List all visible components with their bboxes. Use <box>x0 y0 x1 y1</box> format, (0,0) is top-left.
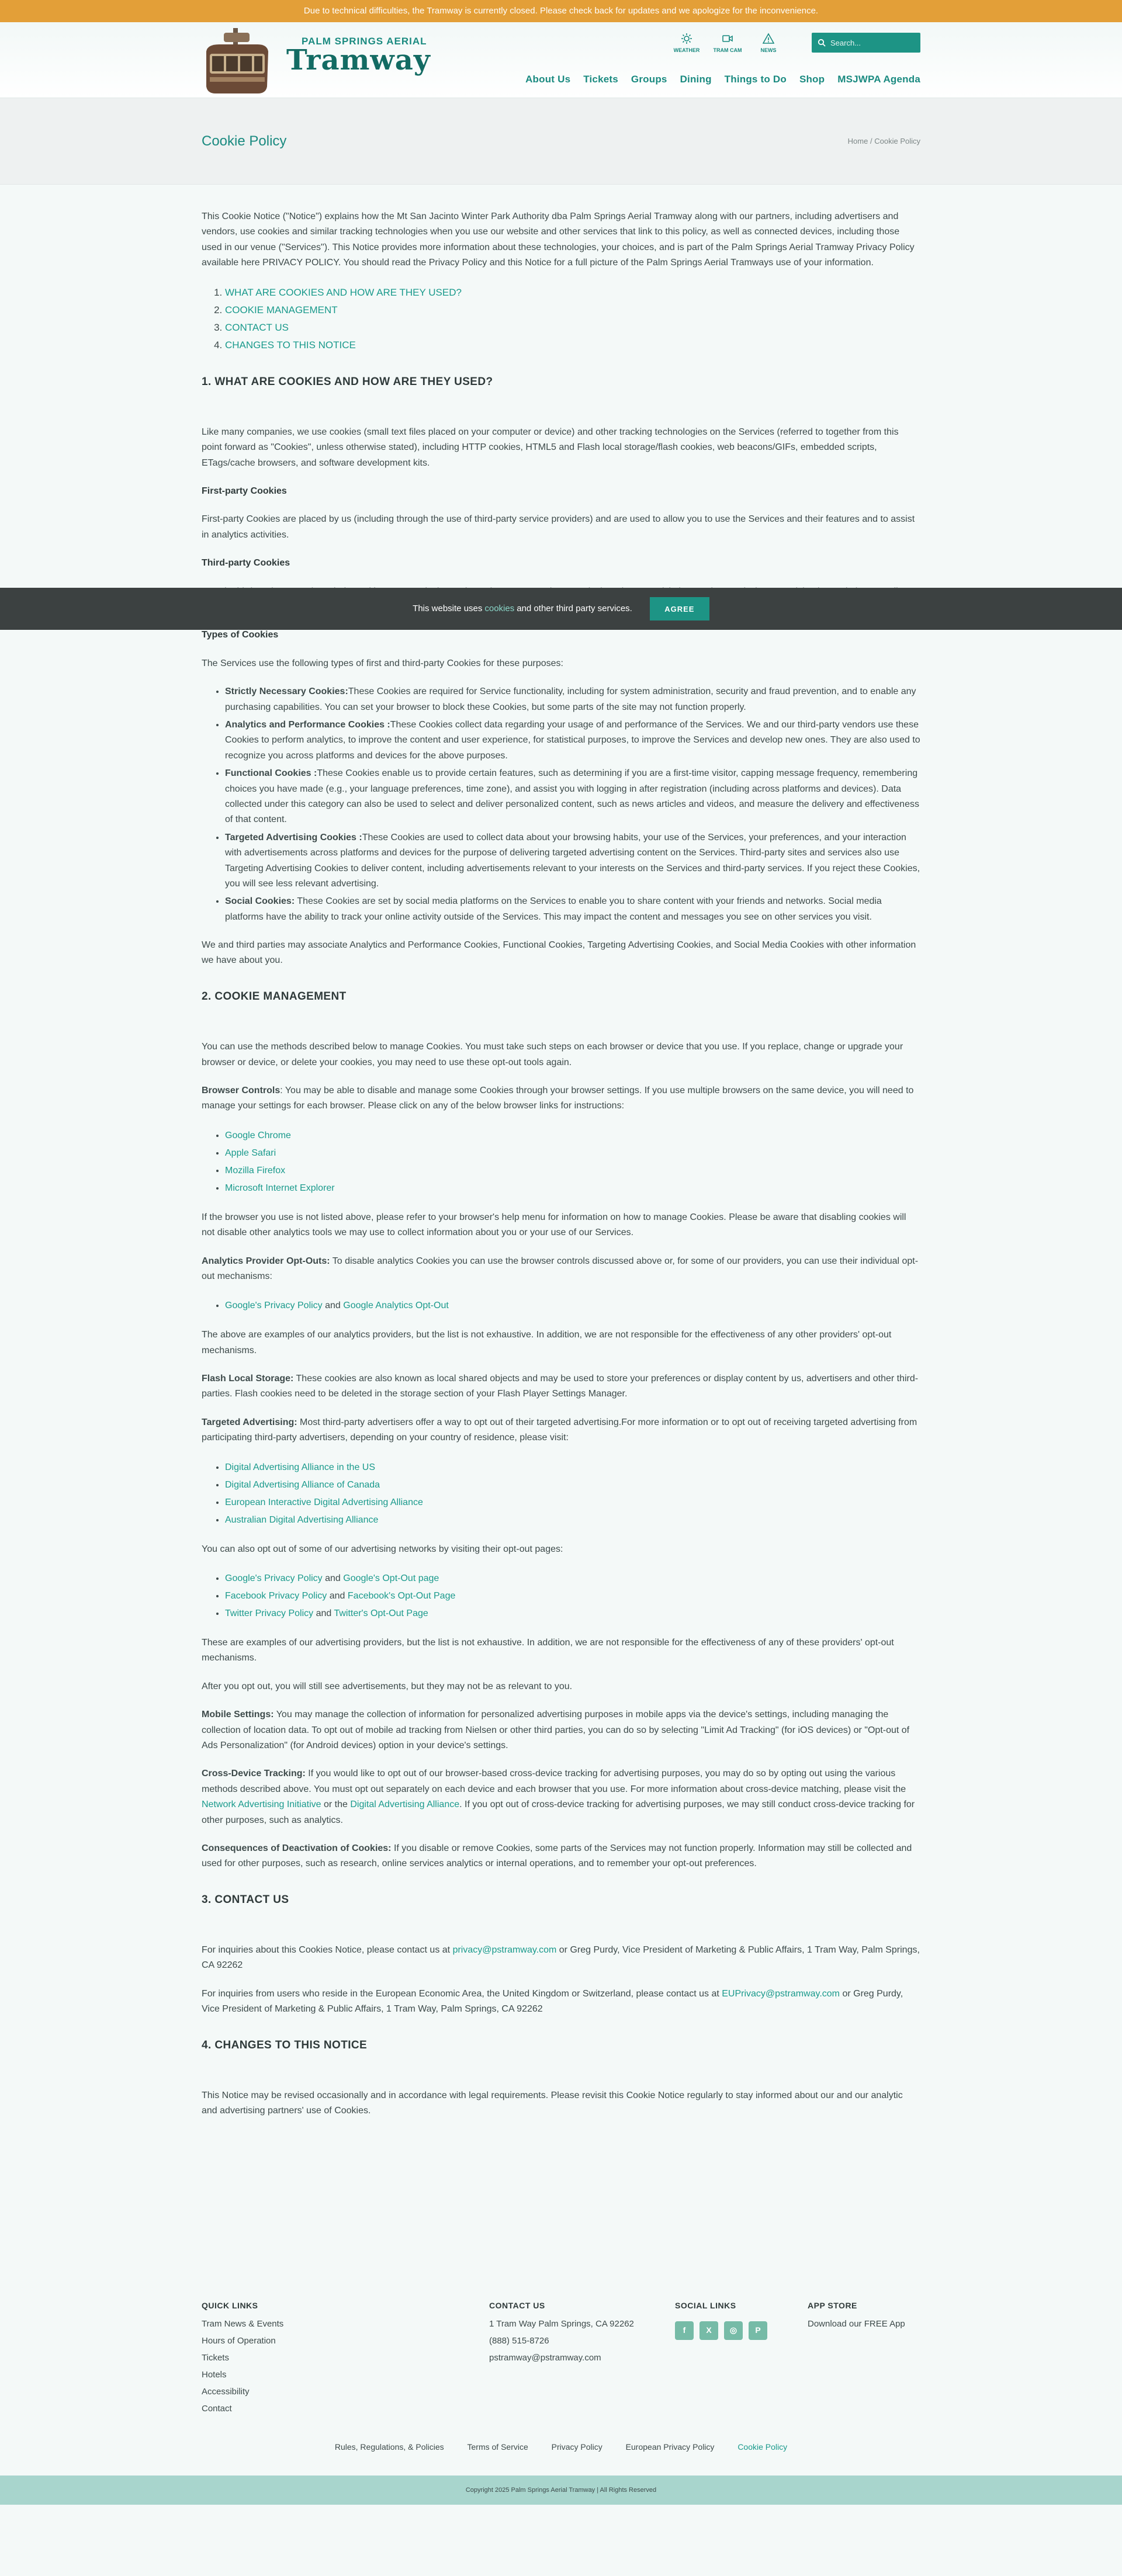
logo-small-text: PALM SPRINGS AERIAL <box>302 36 427 47</box>
list-item <box>225 1145 920 1162</box>
browser-note: If the browser you use is not listed above, please refer to your browser's help menu for information on how to manage Cookies. Please be aware that disabling cookies will not disable other analytics tools we may use to collect information about you or your use of our Services. <box>202 1212 906 1238</box>
footer-link-tickets[interactable]: Tickets <box>202 2352 229 2363</box>
section-heading-management: 2. COOKIE MANAGEMENT <box>202 990 347 1003</box>
pinterest-icon[interactable]: P <box>749 2321 767 2340</box>
toc-item <box>225 337 920 354</box>
toc-link-cookies[interactable]: WHAT ARE COOKIES AND HOW ARE THEY USED? <box>225 286 462 298</box>
toc-link-management[interactable]: COOKIE MANAGEMENT <box>225 304 338 316</box>
toc-item <box>225 284 920 301</box>
deactivation-paragraph <box>202 1841 920 1872</box>
breadcrumb-current: Cookie Policy <box>874 136 920 145</box>
link-twitter-optout[interactable]: Twitter's Opt-Out Page <box>334 1608 428 1619</box>
eu-contact-paragraph <box>202 1986 920 2017</box>
browser-links-list <box>225 1127 920 1197</box>
list-item <box>225 1127 920 1145</box>
link-network-advertising-initiative[interactable]: Network Advertising Initiative <box>202 1800 321 1810</box>
page-title: Cookie Policy <box>202 133 287 149</box>
list-item <box>225 1605 920 1622</box>
news-label: NEWS <box>760 47 777 53</box>
tram-car-icon <box>202 28 271 95</box>
nav-things-to-do[interactable]: Things to Do <box>724 74 787 85</box>
networks-note: These are examples of our advertising providers, but the list is not exhaustive. In addition, we are not responsible for the effectiveness of any of these providers' opt-out mechanisms. <box>202 1638 894 1663</box>
analytics-links-list <box>225 1297 920 1315</box>
cookie-type-text: These Cookies are used to collect data about your browsing habits, your use of the Services, your preferences, and your interaction with advertisements across platforms and devices for the purpose of delivering targeted advertising content on the Services. Third-party sites and services also use Targeting Advertising Cookies to deliver content, including advertisements relevant to your interests on the Services and third-party services. If you reject these Cookies, you will see less relevant advertising. <box>225 832 920 889</box>
list-item <box>225 1587 920 1605</box>
table-of-contents <box>225 284 920 354</box>
conjunction: and <box>327 1591 348 1601</box>
analytics-optout-label: Analytics Provider Opt-Outs: <box>202 1256 330 1266</box>
link-daa-canada[interactable]: Digital Advertising Alliance of Canada <box>225 1479 380 1490</box>
cross-device-text: or the <box>321 1800 351 1810</box>
types-heading: Types of Cookies <box>202 630 279 640</box>
privacy-email-link[interactable]: privacy@pstramway.com <box>452 1945 557 1956</box>
targeted-advertising-paragraph <box>202 1415 920 1446</box>
quick-links-heading: QUICK LINKS <box>202 2300 258 2310</box>
link-mozilla-firefox[interactable]: Mozilla Firefox <box>225 1165 286 1176</box>
footer-phone[interactable]: (888) 515-8726 <box>489 2335 549 2346</box>
section-heading-cookies: 1. WHAT ARE COOKIES AND HOW ARE THEY USED? <box>202 375 493 388</box>
list-item <box>225 717 920 764</box>
list-item <box>225 1494 920 1511</box>
networks-intro: You can also opt out of some of our advertising networks by visiting their opt-out pages: <box>202 1544 563 1554</box>
deactivation-text: If you disable or remove Cookies, some parts of the Services may not function properly. Information may still be collected and used for other purposes, such as research, online services analytics or internal operations, and to remember your opt-out preferences. <box>202 1843 912 1869</box>
app-store-column <box>808 2297 905 2332</box>
footer-email[interactable]: pstramway@pstramway.com <box>489 2352 601 2363</box>
footer-address: 1 Tram Way Palm Springs, CA 92262 <box>489 2318 634 2329</box>
section1-closing: We and third parties may associate Analytics and Performance Cookies, Functional Cookies, Targeting Advertising Cookies, and Social Media Cookies with other information we have about you. <box>202 940 916 966</box>
page-title-bar <box>0 98 1122 185</box>
tram-cam-label: TRAM CAM <box>713 47 742 53</box>
breadcrumb-home[interactable]: Home <box>847 136 868 145</box>
footer-link-hours[interactable]: Hours of Operation <box>202 2335 276 2346</box>
agree-button[interactable]: AGREE <box>650 597 709 620</box>
targeted-advertising-label: Targeted Advertising: <box>202 1417 297 1427</box>
alert-icon <box>763 33 774 44</box>
conjunction: and <box>322 1301 344 1311</box>
list-item <box>225 1570 920 1587</box>
contact-text: For inquiries about this Cookies Notice, please contact us at <box>202 1945 453 1956</box>
link-edaa[interactable]: European Interactive Digital Advertising Alliance <box>225 1497 423 1507</box>
cookie-type-text: These Cookies are required for Service functionality, including for system administration, security and fraud prevention, and to enable any purchasing capabilities. You can set your browser to block these Cookies, but some parts of the site may not function properly. <box>225 687 916 712</box>
legal-links <box>0 2440 1122 2476</box>
flash-storage-paragraph <box>202 1371 920 1402</box>
site-header <box>0 22 1122 98</box>
social-icons <box>675 2321 767 2340</box>
first-party-heading: First-party Cookies <box>202 486 287 497</box>
changes-paragraph: This Notice may be revised occasionally and in accordance with legal requirements. Please revisit this Cookie Notice regularly to stay informed about our and our analytic and advertising partners' use of Cookies. <box>202 2090 903 2116</box>
link-google-optout[interactable]: Google's Opt-Out page <box>343 1573 439 1584</box>
breadcrumb-separator: / <box>870 136 872 145</box>
breadcrumb <box>848 135 920 147</box>
cookie-type-name: Functional Cookies : <box>225 768 317 779</box>
nav-about-us[interactable]: About Us <box>525 74 571 85</box>
legal-link-cookie-policy[interactable]: Cookie Policy <box>737 2442 788 2452</box>
cookie-consent-banner <box>0 588 1122 630</box>
link-digital-advertising-alliance[interactable]: Digital Advertising Alliance <box>350 1800 460 1810</box>
contact-text: For inquiries from users who reside in the European Economic Area, the United Kingdom or Switzerland, please contact us at <box>202 1988 722 1999</box>
legal-link-eu-privacy[interactable]: European Privacy Policy <box>625 2442 715 2452</box>
download-app-link[interactable]: Download our FREE App <box>808 2318 905 2329</box>
weather-link[interactable] <box>670 33 703 55</box>
targeted-advertising-text: Most third-party advertisers offer a way to opt out of their targeted advertising.For more information or to opt out of receiving targeted advertising from participating third-party advertisers, depending on your country of residence, please visit: <box>202 1417 917 1443</box>
link-daa-us[interactable]: Digital Advertising Alliance in the US <box>225 1462 376 1472</box>
legal-link-privacy[interactable]: Privacy Policy <box>551 2442 602 2452</box>
browser-controls-label: Browser Controls <box>202 1085 280 1095</box>
legal-link-terms[interactable]: Terms of Service <box>467 2442 528 2452</box>
section-heading-changes: 4. CHANGES TO THIS NOTICE <box>202 2038 368 2051</box>
contact-paragraph <box>202 1943 920 1974</box>
list-item <box>225 1459 920 1476</box>
footer-link-news-events[interactable]: Tram News & Events <box>202 2318 284 2329</box>
site-footer <box>202 2297 920 2435</box>
mobile-settings-paragraph <box>202 1707 920 1753</box>
contact-text: or Greg Purdy, Vice President of Marketing & Public Affairs, 1 Tram Way, Palm Springs, CA 92262 <box>202 1945 920 1971</box>
link-google-analytics-optout[interactable]: Google Analytics Opt-Out <box>343 1301 449 1311</box>
search-box <box>812 33 920 53</box>
toc-item <box>225 319 920 337</box>
list-item <box>225 894 920 925</box>
app-store-heading: APP STORE <box>808 2300 857 2310</box>
utility-links <box>670 33 785 55</box>
cross-device-text: . If you opt out of cross-device tracking for advertising purposes, we may still conduct cross-device tracking for other purposes, such as analytics. <box>202 1800 915 1825</box>
cookie-type-name: Analytics and Performance Cookies : <box>225 719 390 730</box>
link-apple-safari[interactable]: Apple Safari <box>225 1147 276 1158</box>
management-intro: You can use the methods described below to manage Cookies. You must take such steps on each browser or device that you use. If you replace, change or upgrade your browser or device, or delete your cookies, you may need to use these opt-out tools again. <box>202 1042 903 1067</box>
cookie-type-name: Targeted Advertising Cookies : <box>225 832 362 843</box>
sun-icon <box>681 33 692 44</box>
cookie-type-text: These Cookies are set by social media platforms on the Services to enable you to share content with your friends and networks. Social media platforms have the ability to track your online activity outside of the Services. This may impact the content and messages you see on other services you visit. <box>225 896 882 922</box>
main-navigation <box>519 71 920 88</box>
conjunction: and <box>322 1573 344 1584</box>
footer-link-accessibility[interactable]: Accessibility <box>202 2386 250 2397</box>
conjunction: and <box>313 1608 334 1619</box>
cross-device-label: Cross-Device Tracking: <box>202 1769 306 1779</box>
analytics-optout-paragraph <box>202 1254 920 1285</box>
cookie-type-name: Social Cookies: <box>225 896 295 907</box>
cookie-banner-text: and other third party services. <box>517 603 632 613</box>
cross-device-text: If you would like to opt out of our browser-based cross-device tracking for advertising purposes, you may do so by opting out using the various methods described above. You must opt out separately on each device and each browser that you use. For more information about cross-device matching, please visit the <box>202 1769 906 1794</box>
first-party-paragraph: First-party Cookies are placed by us (including through the use of third-party service providers) and are used to allow you to use the Services and their features and to assist in analytics activities. <box>202 514 915 540</box>
link-google-privacy[interactable]: Google's Privacy Policy <box>225 1301 323 1311</box>
flash-storage-text: These cookies are also known as local shared objects and may be used to store your preferences or display content by us, advertisers and other third-parties. Flash cookies need to be deleted in the storage section of your Flash Player Settings Manager. <box>202 1374 919 1399</box>
cookie-policy-content <box>202 185 920 2119</box>
facebook-icon[interactable]: f <box>675 2321 694 2340</box>
link-facebook-optout[interactable]: Facebook's Opt-Out Page <box>347 1591 456 1601</box>
nav-dining[interactable]: Dining <box>680 74 712 85</box>
camera-icon <box>722 33 733 44</box>
types-intro: The Services use the following types of first and third-party Cookies for these purposes: <box>202 658 563 668</box>
cookie-types-list <box>225 684 920 925</box>
toc-link-changes[interactable]: CHANGES TO THIS NOTICE <box>225 339 356 351</box>
copyright-bar: Copyright 2025 Palm Springs Aerial Tramway | All Rights Reserved <box>0 2476 1122 2505</box>
cookie-type-text: These Cookies enable us to provide certain features, such as determining if you are a first-time visitor, capping message frequency, remembering choices you have made (e.g., your language preferences, time zone), and assist you with logging in after registration (including across platforms and devices). Data collected under this category can also be used to select and deliver personalized content, such as news articles and videos, and measure the delivery and effectiveness of that content. <box>225 768 919 825</box>
social-heading: SOCIAL LINKS <box>675 2300 736 2310</box>
link-google-chrome[interactable]: Google Chrome <box>225 1130 291 1140</box>
deactivation-label: Consequences of Deactivation of Cookies: <box>202 1843 392 1853</box>
cookie-banner-text: This website uses <box>413 603 483 613</box>
footer-link-contact[interactable]: Contact <box>202 2403 232 2414</box>
social-column <box>675 2297 767 2340</box>
weather-label: WEATHER <box>673 47 700 53</box>
list-item <box>225 1180 920 1197</box>
cookie-type-text: These Cookies collect data regarding your usage of and performance of the Services. We and our third-party vendors use these Cookies to perform analytics, to improve the content and user experience, for statistical purposes, to improve the Services and develop new ones. They are also used to recognize you across platforms and devices for the above purposes. <box>225 719 920 761</box>
nav-groups[interactable]: Groups <box>631 74 667 85</box>
list-item <box>225 1297 920 1315</box>
search-input[interactable] <box>830 39 912 47</box>
link-internet-explorer[interactable]: Microsoft Internet Explorer <box>225 1183 335 1193</box>
footer-link-hotels[interactable]: Hotels <box>202 2369 227 2380</box>
nav-msjwpa-agenda[interactable]: MSJWPA Agenda <box>837 74 920 85</box>
cross-device-paragraph <box>202 1766 920 1828</box>
link-daa-australia[interactable]: Australian Digital Advertising Alliance <box>225 1514 379 1525</box>
list-item <box>225 830 920 892</box>
instagram-icon[interactable]: ◎ <box>724 2321 743 2340</box>
nav-shop[interactable]: Shop <box>799 74 825 85</box>
toc-link-contact[interactable]: CONTACT US <box>225 321 289 333</box>
third-party-heading: Third-party Cookies <box>202 558 290 568</box>
mobile-settings-label: Mobile Settings: <box>202 1710 274 1720</box>
link-facebook-privacy-policy[interactable]: Facebook Privacy Policy <box>225 1591 327 1601</box>
network-links-list <box>225 1570 920 1622</box>
search-icon <box>818 39 826 47</box>
closure-alert-bar: Due to technical difficulties, the Tramway is currently closed. Please check back for updates and we apologize for the inconvenience. <box>0 0 1122 22</box>
browser-controls-text: : You may be able to disable and manage some Cookies through your browser settings. If you use multiple browsers on the same device, you will need to manage your settings for each browser. Please click on any of the below browser links for instructions: <box>202 1085 914 1111</box>
intro-paragraph: This Cookie Notice ("Notice") explains how the Mt San Jacinto Winter Park Authority dba Palm Springs Aerial Tramway along with our partners, including advertisers and vendors, use cookies and similar tracking technologies when you use our website and other services that link to this policy, as well as connected devices, including those used in our venue ("Services"). This Notice provides more information about these technologies, your choices, and is part of the Palm Springs Aerial Tramway Privacy Policy available here PRIVACY POLICY. You should read the Privacy Policy and this Notice for a full picture of the Palm Springs Aerial Tramways use of your information. <box>202 212 915 268</box>
section1-paragraph: Like many companies, we use cookies (small text files placed on your computer or device) and other tracking technologies on the Services (referred to together from this point forward as "Cookies", unless otherwise stated), including HTTP cookies, HTML5 and Flash local storage/flash cookies, web beacons/GIFs, embedded scripts, ETags/cache browsers, and software development kits. <box>202 427 899 468</box>
flash-storage-label: Flash Local Storage: <box>202 1374 294 1384</box>
logo-wordmark: Tramway <box>286 44 431 77</box>
browser-controls-paragraph <box>202 1083 920 1114</box>
analytics-note: The above are examples of our analytics providers, but the list is not exhaustive. In addition, we are not responsible for the effectiveness of any other providers' opt-out mechanisms. <box>202 1330 892 1355</box>
site-logo[interactable] <box>202 25 431 95</box>
nav-tickets[interactable]: Tickets <box>583 74 618 85</box>
mobile-settings-text: You may manage the collection of information for personalized advertising purposes in mobile apps via the device's settings, including managing the collection of location data. To opt out of mobile ad tracking from Nielsen or other third parties, you can do so by selecting "Limit Ad Tracking" (for iOS devices) or "Opt-out of Ads Personalization" (for Android devices) option in your device's settings. <box>202 1710 910 1750</box>
link-twitter-privacy-policy[interactable]: Twitter Privacy Policy <box>225 1608 314 1619</box>
link-google-privacy-policy[interactable]: Google's Privacy Policy <box>225 1573 323 1584</box>
cookie-type-name: Strictly Necessary Cookies: <box>225 687 348 697</box>
list-item <box>225 1511 920 1529</box>
x-icon[interactable]: X <box>699 2321 718 2340</box>
contact-column <box>489 2297 634 2366</box>
list-item <box>225 766 920 828</box>
eu-privacy-email-link[interactable]: EUPrivacy@pstramway.com <box>722 1988 840 1999</box>
news-link[interactable] <box>752 33 785 55</box>
analytics-optout-text: To disable analytics Cookies you can use the browser controls discussed above or, for some of our providers, you can use their individual opt-out mechanisms: <box>202 1256 919 1281</box>
contact-heading: CONTACT US <box>489 2300 545 2310</box>
section-heading-contact: 3. CONTACT US <box>202 1893 289 1906</box>
after-optout-note: After you opt out, you will still see advertisements, but they may not be as relevant to you. <box>202 1681 573 1691</box>
quick-links-column <box>202 2297 283 2417</box>
list-item <box>225 1162 920 1180</box>
list-item <box>225 684 920 715</box>
alliance-links-list <box>225 1459 920 1529</box>
toc-item <box>225 301 920 319</box>
cookie-banner-link[interactable]: cookies <box>484 603 515 613</box>
list-item <box>225 1476 920 1494</box>
tram-cam-link[interactable] <box>711 33 744 55</box>
contact-text: or Greg Purdy, Vice President of Marketing & Public Affairs, 1 Tram Way, Palm Springs, CA 92262 <box>202 1988 903 2015</box>
legal-link-rules[interactable]: Rules, Regulations, & Policies <box>334 2442 444 2452</box>
